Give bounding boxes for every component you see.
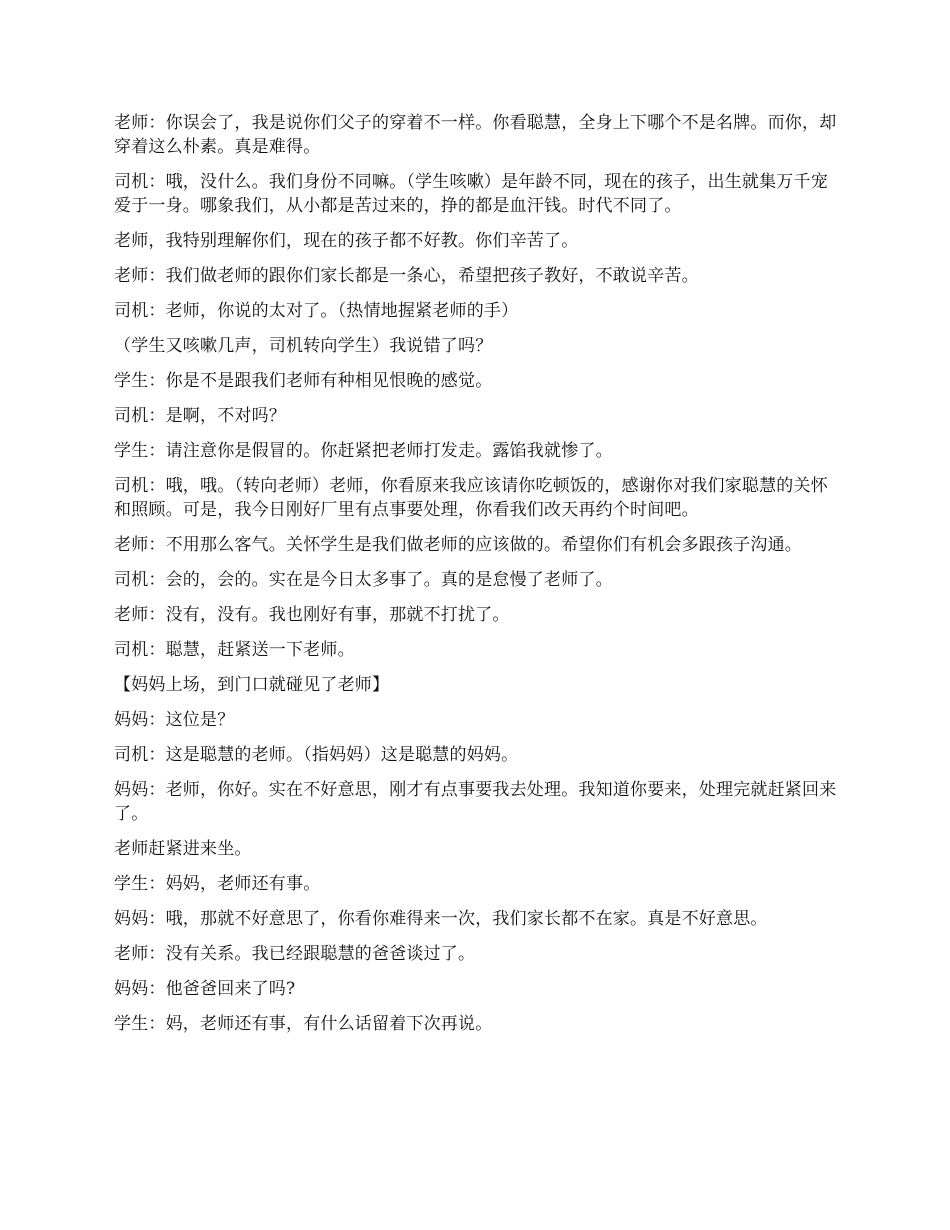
paragraph: 老师：没有关系。我已经跟聪慧的爸爸谈过了。 [114, 944, 476, 964]
paragraph: 妈妈：他爸爸回来了吗? [114, 979, 296, 999]
paragraph: 司机：哦，没什么。我们身份不同嘛。（学生咳嗽）是年龄不同，现在的孩子，出生就集万千宠爱于一身。哪象我们，从小都是苦过来的，挣的都是血汗钱。时代不同了。 [114, 172, 828, 216]
paragraph: 妈妈：老师，你好。实在不好意思，刚才有点事要我去处理。我知道你要来，处理完就赶紧回来了。 [114, 780, 837, 824]
paragraph: 司机：是啊，不对吗？ [114, 406, 286, 426]
paragraph: 学生：妈妈，老师还有事。 [114, 874, 321, 894]
paragraph: 老师：你误会了，我是说你们父子的穿着不一样。你看聪慧，全身上下哪个不是名牌。而你，却穿着这么朴素。真是难得。 [114, 113, 837, 157]
paragraph: 老师赶紧进来坐。 [114, 839, 252, 859]
paragraph: 司机：哦，哦。（转向老师）老师，你看原来我应该请你吃顿饭的，感谢你对我们家聪慧的关怀和照顾。可是，我今日刚好厂里有点事要处理，你看我们改天再约个时间吧。 [114, 476, 828, 520]
paragraph: 妈妈：哦，那就不好意思了，你看你难得来一次，我们家长都不在家。真是不好意思。 [114, 909, 768, 929]
paragraph: 司机：老师，你说的太对了。（热情地握紧老师的手） [114, 301, 519, 321]
paragraph: （学生又咳嗽几声，司机转向学生）我说错了吗？ [114, 336, 493, 356]
paragraph: 司机：会的，会的。实在是今日太多事了。真的是怠慢了老师了。 [114, 570, 613, 590]
stage-direction: 【妈妈上场，到门口就碰见了老师】 [114, 675, 390, 695]
paragraph: 老师，我特别理解你们，现在的孩子都不好教。你们辛苦了。 [114, 231, 579, 251]
paragraph: 妈妈：这位是？ [114, 710, 235, 730]
paragraph: 司机：聪慧，赶紧送一下老师。 [114, 640, 355, 660]
paragraph: 学生：你是不是跟我们老师有种相见恨晚的感觉。 [114, 371, 493, 391]
paragraph: 老师：没有，没有。我也刚好有事，那就不打扰了。 [114, 605, 510, 625]
paragraph: 老师：不用那么客气。关怀学生是我们做老师的应该做的。希望你们有机会多跟孩子沟通。 [114, 535, 802, 555]
paragraph: 老师：我们做老师的跟你们家长都是一条心，希望把孩子教好，不敢说辛苦。 [114, 266, 699, 286]
paragraph: 学生：请注意你是假冒的。你赶紧把老师打发走。露馅我就惨了。 [114, 441, 613, 461]
paragraph: 司机：这是聪慧的老师。（指妈妈）这是聪慧的妈妈。 [114, 745, 519, 765]
document-body [114, 111, 840, 1047]
paragraph: 学生：妈，老师还有事，有什么话留着下次再说。 [114, 1014, 493, 1034]
